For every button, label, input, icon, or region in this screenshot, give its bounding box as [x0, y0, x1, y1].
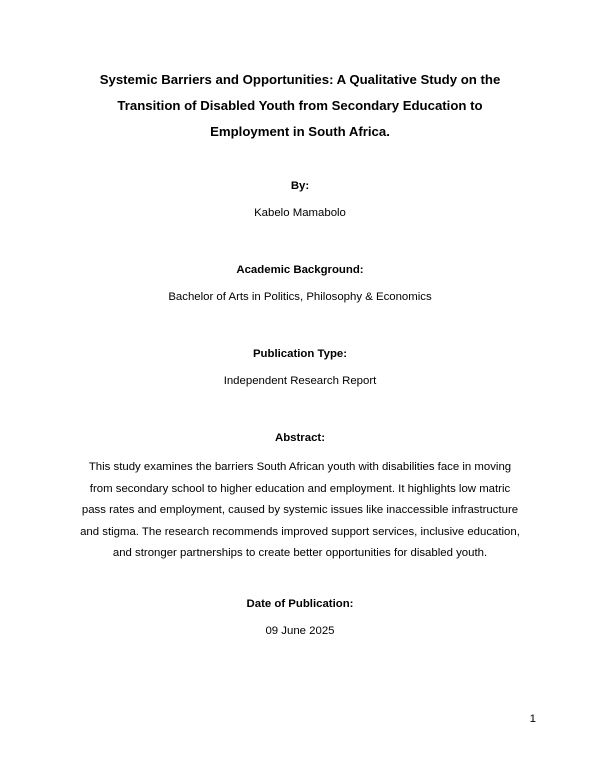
- publication-date: 09 June 2025: [265, 625, 335, 637]
- abstract-heading: Abstract:: [274, 432, 325, 444]
- abstract-line: from secondary school to higher education and employment. It highlights low matric: [89, 482, 511, 495]
- abstract-line: and stronger partnerships to create better opportunities for disabled youth.: [112, 547, 488, 559]
- background-heading: Academic Background:: [236, 264, 364, 276]
- title-line: Transition of Disabled Youth from Secondary Education to: [117, 98, 483, 113]
- paper-title: [60, 67, 540, 145]
- abstract-line: This study examines the barriers South African youth with disabilities face in moving: [88, 461, 512, 473]
- title-line: Employment in South Africa.: [210, 124, 390, 139]
- author-name: Kabelo Mamabolo: [254, 207, 346, 219]
- date-heading: Date of Publication:: [246, 598, 354, 610]
- publication-type-heading: Publication Type:: [252, 348, 348, 360]
- abstract-line: and stigma. The research recommends improved support services, inclusive education,: [80, 525, 520, 538]
- page-number: 1: [529, 713, 536, 725]
- background-value: Bachelor of Arts in Politics, Philosophy & Economics: [168, 291, 432, 303]
- author-heading: By:: [290, 180, 310, 192]
- abstract-body: [60, 457, 540, 565]
- abstract-line: pass rates and employment, caused by systemic issues like inaccessible infrastructure: [81, 504, 519, 516]
- title-line: Systemic Barriers and Opportunities: A Qualitative Study on the: [99, 72, 501, 87]
- publication-type-value: Independent Research Report: [223, 375, 377, 387]
